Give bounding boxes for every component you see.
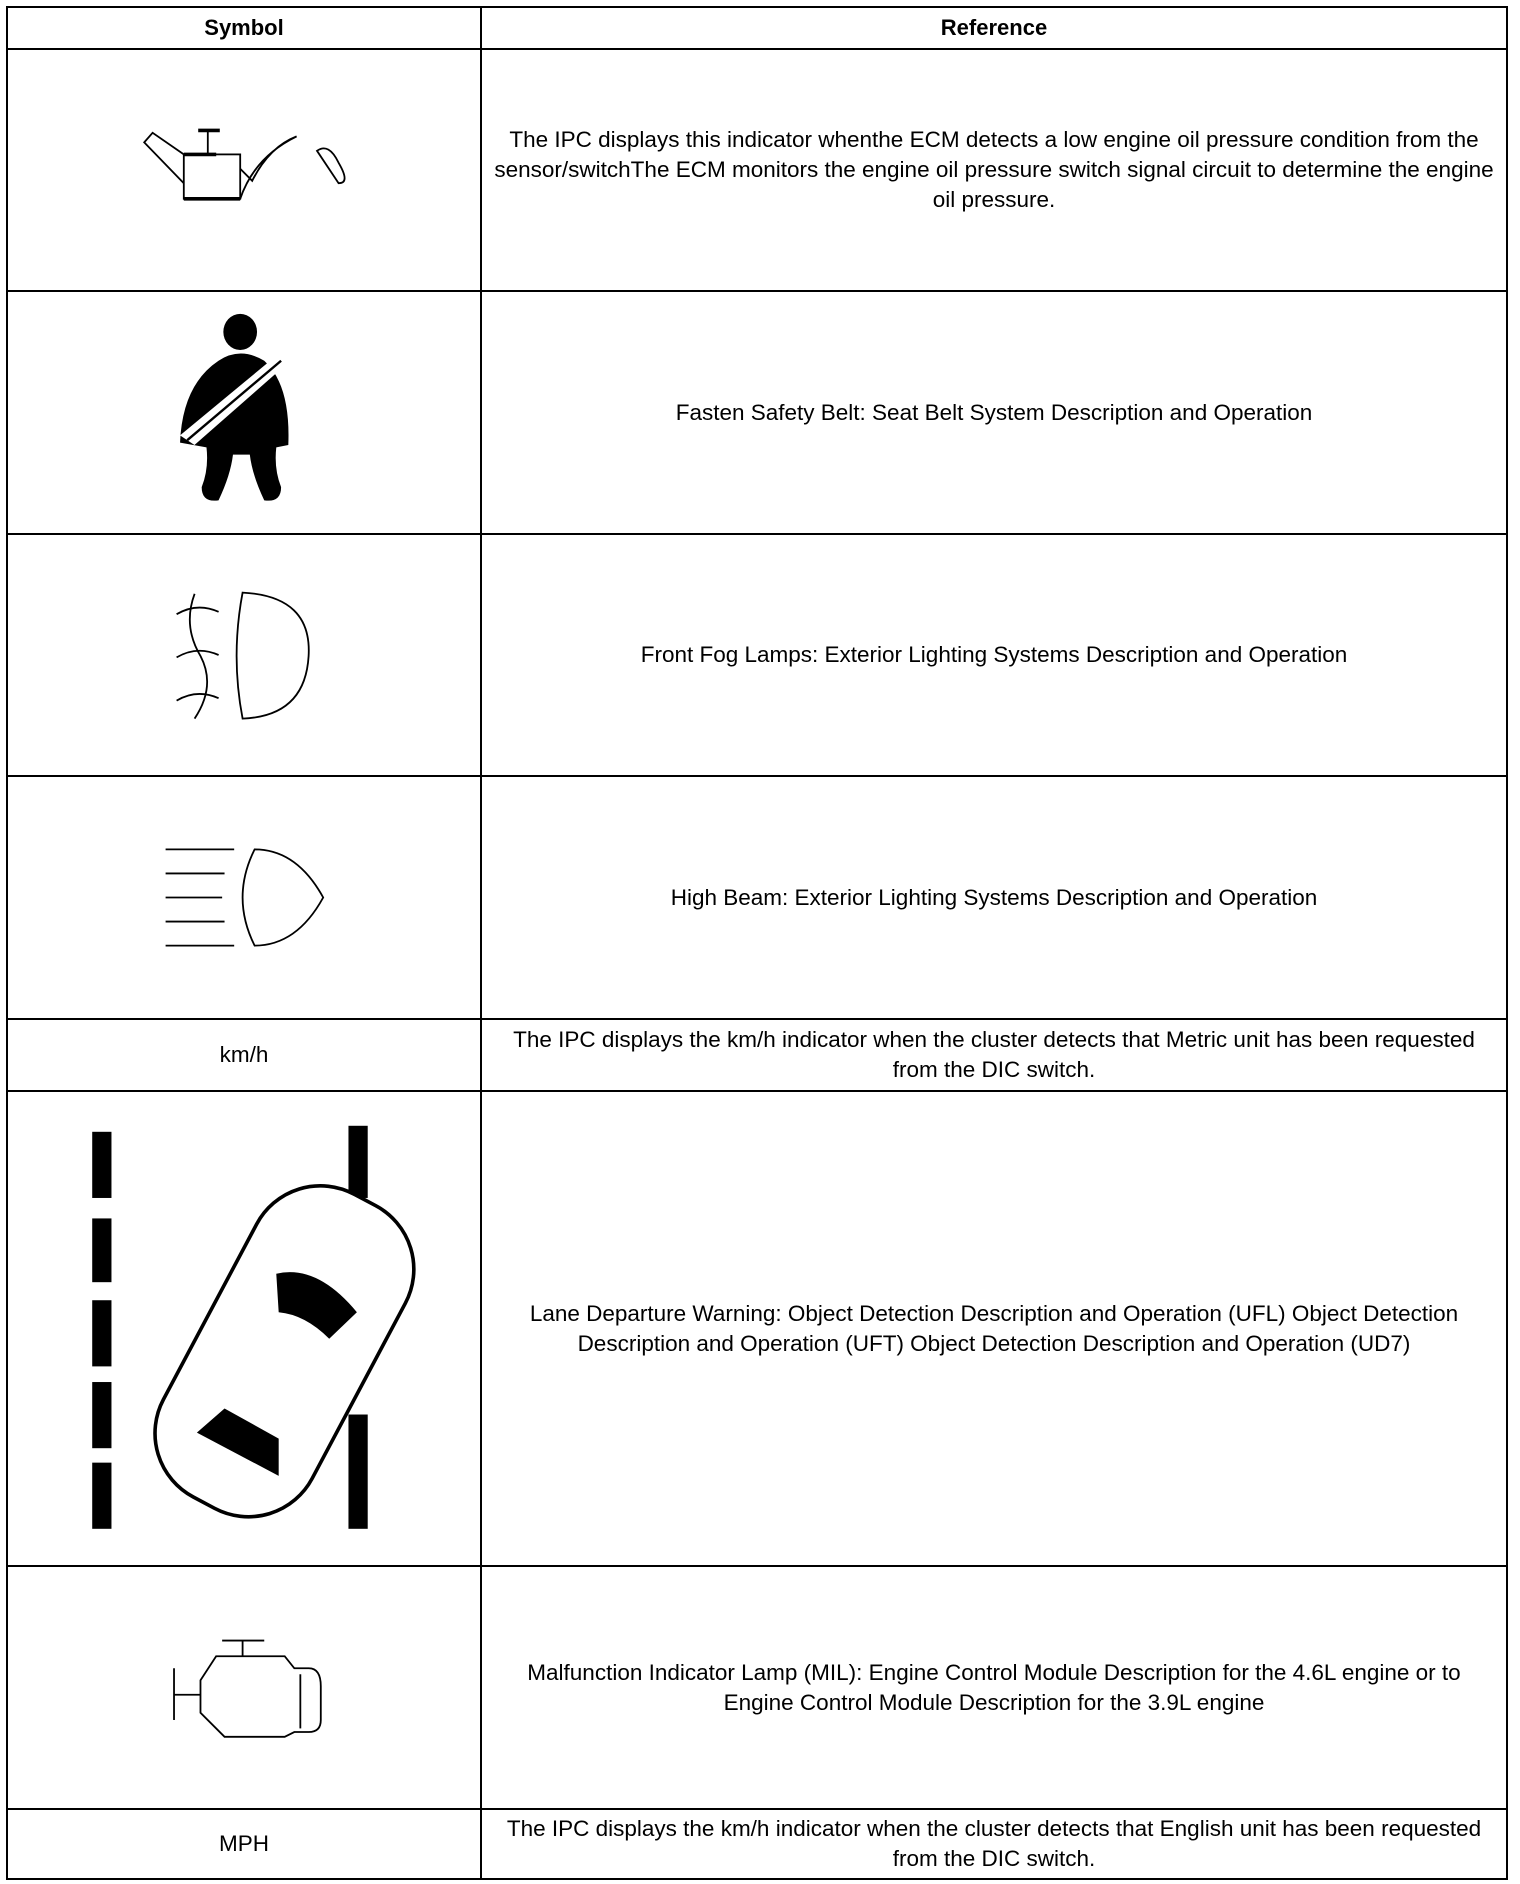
reference-cell: Lane Departure Warning: Object Detection Description and Operation (UFL) Object Detection Description and Operation (UFT) Object Detection Description and Operation (UD7) xyxy=(481,1091,1507,1566)
reference-cell: The IPC displays the km/h indicator when the cluster detects that English unit has been requested from the DIC switch. xyxy=(481,1809,1507,1879)
reference-cell: Front Fog Lamps: Exterior Lighting Systems Description and Operation xyxy=(481,534,1507,776)
reference-header: Reference xyxy=(481,7,1507,49)
symbol-header: Symbol xyxy=(7,7,481,49)
table-row xyxy=(7,534,1507,776)
symbol-cell xyxy=(7,1566,481,1809)
table-row xyxy=(7,1091,1507,1566)
header-row xyxy=(7,7,1507,49)
table-row xyxy=(7,291,1507,534)
table-row xyxy=(7,1809,1507,1879)
seat-belt-icon xyxy=(8,292,482,533)
reference-cell: The IPC displays this indicator whenthe ECM detects a low engine oil pressure condition from the sensor/switchThe ECM monitors the engine oil pressure switch signal circuit to determine the engine oil pressure. xyxy=(481,49,1507,291)
reference-cell: High Beam: Exterior Lighting Systems Description and Operation xyxy=(481,776,1507,1019)
table-row xyxy=(7,1566,1507,1809)
symbol-cell xyxy=(7,291,481,534)
high-beam-icon xyxy=(8,777,482,1018)
symbol-text: MPH xyxy=(7,1809,481,1879)
check-engine-icon xyxy=(8,1567,482,1808)
reference-cell: Malfunction Indicator Lamp (MIL): Engine Control Module Description for the 4.6L engine or to Engine Control Module Description for the 3.9L engine xyxy=(481,1566,1507,1809)
reference-cell: Fasten Safety Belt: Seat Belt System Description and Operation xyxy=(481,291,1507,534)
table-row xyxy=(7,776,1507,1019)
symbol-cell xyxy=(7,534,481,776)
symbol-cell xyxy=(7,776,481,1019)
symbol-cell xyxy=(7,49,481,291)
fog-lamp-icon xyxy=(8,535,482,775)
symbol-text: km/h xyxy=(7,1019,481,1091)
reference-cell: The IPC displays the km/h indicator when the cluster detects that Metric unit has been requested from the DIC switch. xyxy=(481,1019,1507,1091)
oil-pressure-icon xyxy=(8,50,482,290)
table-row xyxy=(7,49,1507,291)
symbol-cell xyxy=(7,1091,481,1566)
indicator-reference-table xyxy=(6,6,1508,1880)
lane-departure-icon xyxy=(8,1092,482,1565)
table-row xyxy=(7,1019,1507,1091)
